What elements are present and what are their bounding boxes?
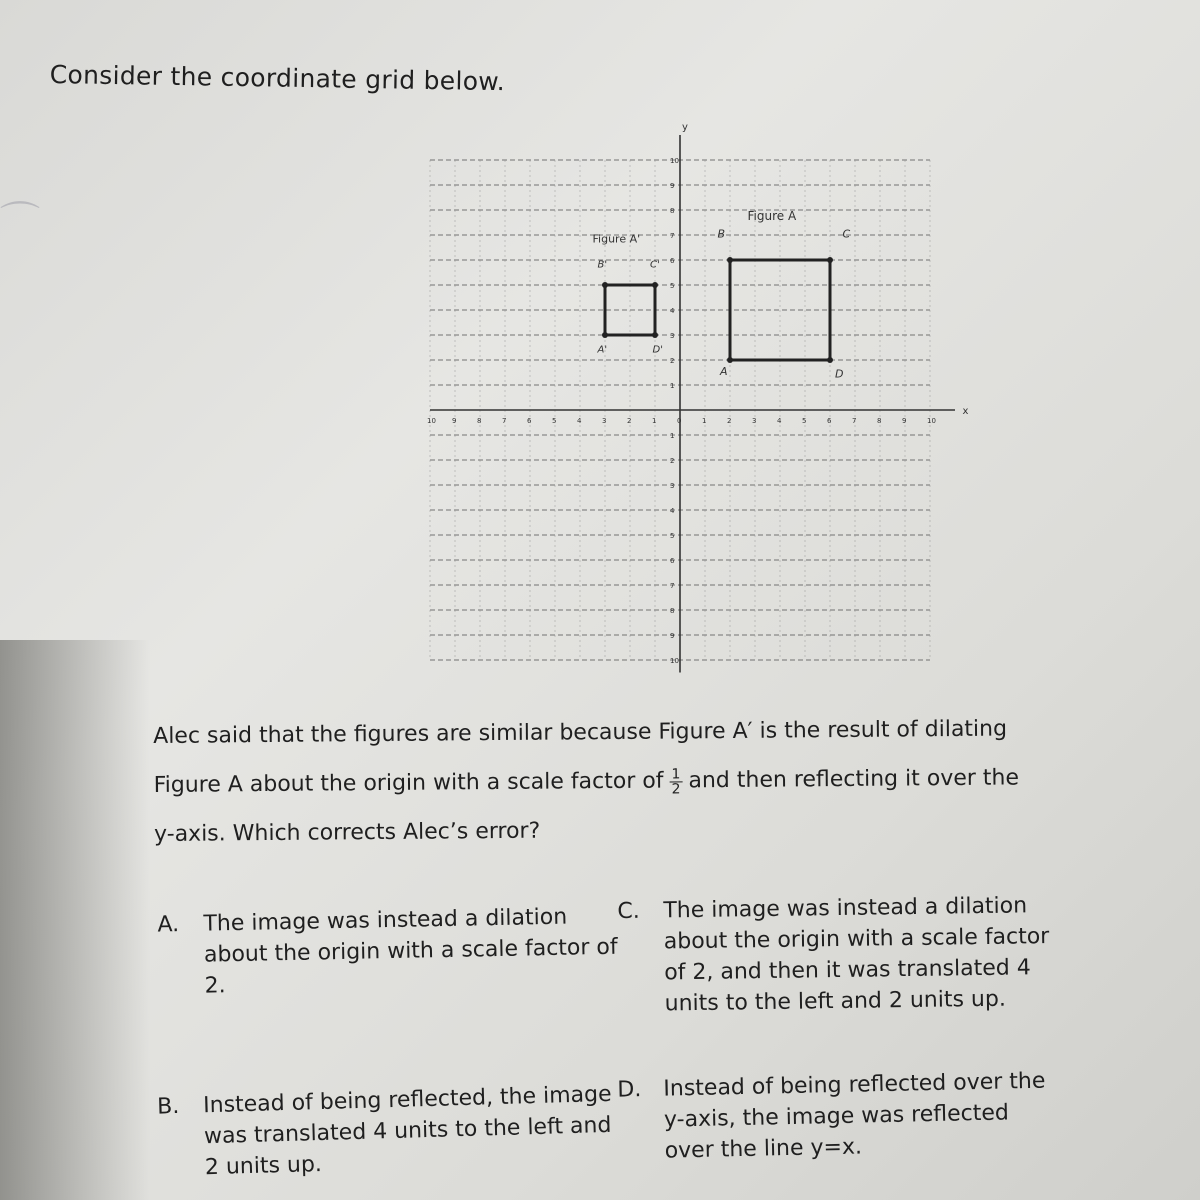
vertex-label-a-prime: A' (597, 344, 608, 356)
x-tick-label: 4 (577, 417, 582, 425)
question-line-3: y-axis. Which corrects Alec’s error? (153, 818, 541, 847)
x-tick-label: 6 (527, 417, 532, 425)
y-tick-label: 10 (670, 657, 679, 665)
y-tick-label: 2 (670, 357, 675, 365)
x-tick-label: 9 (452, 417, 457, 425)
x-tick-label: 9 (902, 417, 907, 425)
figure-a-vertex (827, 257, 833, 263)
vertex-label-c: C (842, 227, 851, 241)
y-tick-label: 4 (670, 307, 675, 315)
answer-choice-c[interactable] (617, 890, 1059, 1020)
fraction-denominator: 2 (671, 780, 681, 797)
y-tick-label: 8 (670, 207, 675, 215)
y-tick-label: 1 (670, 382, 675, 390)
y-tick-label: 7 (670, 232, 675, 240)
figure-a-prime-vertex (652, 282, 658, 288)
figure-a-prime-vertex (602, 332, 608, 338)
y-tick-label: 1 (670, 432, 675, 440)
y-tick-label: 7 (670, 582, 675, 590)
x-tick-label: 7 (852, 417, 857, 425)
choice-text: The image was instead a dilation about the origin with a scale factor of 2. (203, 904, 618, 999)
x-tick-label: 7 (502, 417, 507, 425)
x-tick-label: 10 (427, 417, 436, 425)
x-tick-label: 10 (927, 417, 936, 425)
coordinate-grid-svg (420, 110, 980, 670)
faint-pencil-mark: ⌒ (0, 199, 40, 245)
y-tick-label: 3 (670, 482, 675, 490)
choice-letter: B. (156, 1093, 180, 1120)
question-line-2-start: Figure A about the origin with a scale factor of (153, 768, 664, 798)
vertex-label-d: D (835, 367, 844, 381)
answer-choice-d[interactable] (617, 1065, 1059, 1167)
figure-a-vertex (827, 357, 833, 363)
figure-a-vertex (727, 257, 733, 263)
y-tick-label: 5 (670, 282, 675, 290)
figure-a-label: Figure A (747, 209, 797, 223)
x-tick-label: 8 (477, 417, 482, 425)
x-tick-label: 3 (602, 417, 607, 425)
scale-fraction (669, 767, 682, 796)
x-tick-label: 5 (552, 417, 557, 425)
question-line-1: Alec said that the figures are similar because Figure A′ is the result of dilating (153, 716, 1008, 749)
coordinate-grid (420, 110, 980, 670)
y-tick-label: 9 (670, 632, 675, 640)
choice-letter: D. (617, 1077, 642, 1103)
figure-a-prime-vertex (652, 332, 658, 338)
y-tick-label: 9 (670, 182, 675, 190)
x-tick-label: 1 (652, 417, 657, 425)
vertex-label-b-prime: B' (597, 259, 608, 271)
choice-text: Instead of being reflected over the y-axis, the image was reflected over the line y=x. (663, 1068, 1046, 1164)
page-shadow (0, 640, 150, 1200)
choice-text: Instead of being reflected, the image was translated 4 units to the left and 2 units up. (202, 1081, 612, 1181)
x-tick-label: 6 (827, 417, 832, 425)
y-tick-label: 6 (670, 257, 675, 265)
x-tick-label: 1 (702, 417, 707, 425)
y-axis-label: y (682, 122, 688, 133)
vertex-label-c-prime: C' (650, 259, 660, 271)
x-tick-label: 2 (727, 417, 732, 425)
x-axis-label: x (962, 406, 969, 417)
question-line-2-end: and then reflecting it over the (688, 765, 1020, 794)
answer-choice-b[interactable] (157, 1078, 629, 1184)
y-tick-label: 8 (670, 607, 675, 615)
question-heading: Consider the coordinate grid below. (49, 60, 506, 97)
figure-a-vertex (727, 357, 733, 363)
question-text (153, 703, 1194, 859)
figure-a-prime-label: Figure A' (592, 232, 641, 246)
vertex-label-d-prime: D' (652, 344, 663, 356)
vertex-label-a: A (720, 365, 728, 378)
x-tick-label: 4 (777, 417, 782, 425)
choice-text: The image was instead a dilation about the origin with a scale factor of 2, and then it was translated 4 units to the left and 2 units up. (663, 893, 1050, 1017)
figure-a-prime-vertex (602, 282, 608, 288)
x-tick-label: 0 (677, 417, 682, 425)
vertex-label-b: B (717, 227, 726, 241)
x-tick-label: 5 (802, 417, 807, 425)
answer-choice-a[interactable] (157, 900, 629, 1002)
y-tick-label: 5 (670, 532, 675, 540)
y-tick-label: 3 (670, 332, 675, 340)
x-tick-label: 2 (627, 417, 632, 425)
choice-letter: A. (157, 912, 180, 938)
x-tick-label: 8 (877, 417, 882, 425)
y-tick-label: 10 (670, 157, 679, 165)
x-tick-label: 3 (752, 417, 757, 425)
y-tick-label: 4 (670, 507, 675, 515)
y-tick-label: 2 (670, 457, 675, 465)
fraction-numerator: 1 (671, 765, 681, 782)
choice-letter: C. (617, 898, 640, 925)
y-tick-label: 6 (670, 557, 675, 565)
